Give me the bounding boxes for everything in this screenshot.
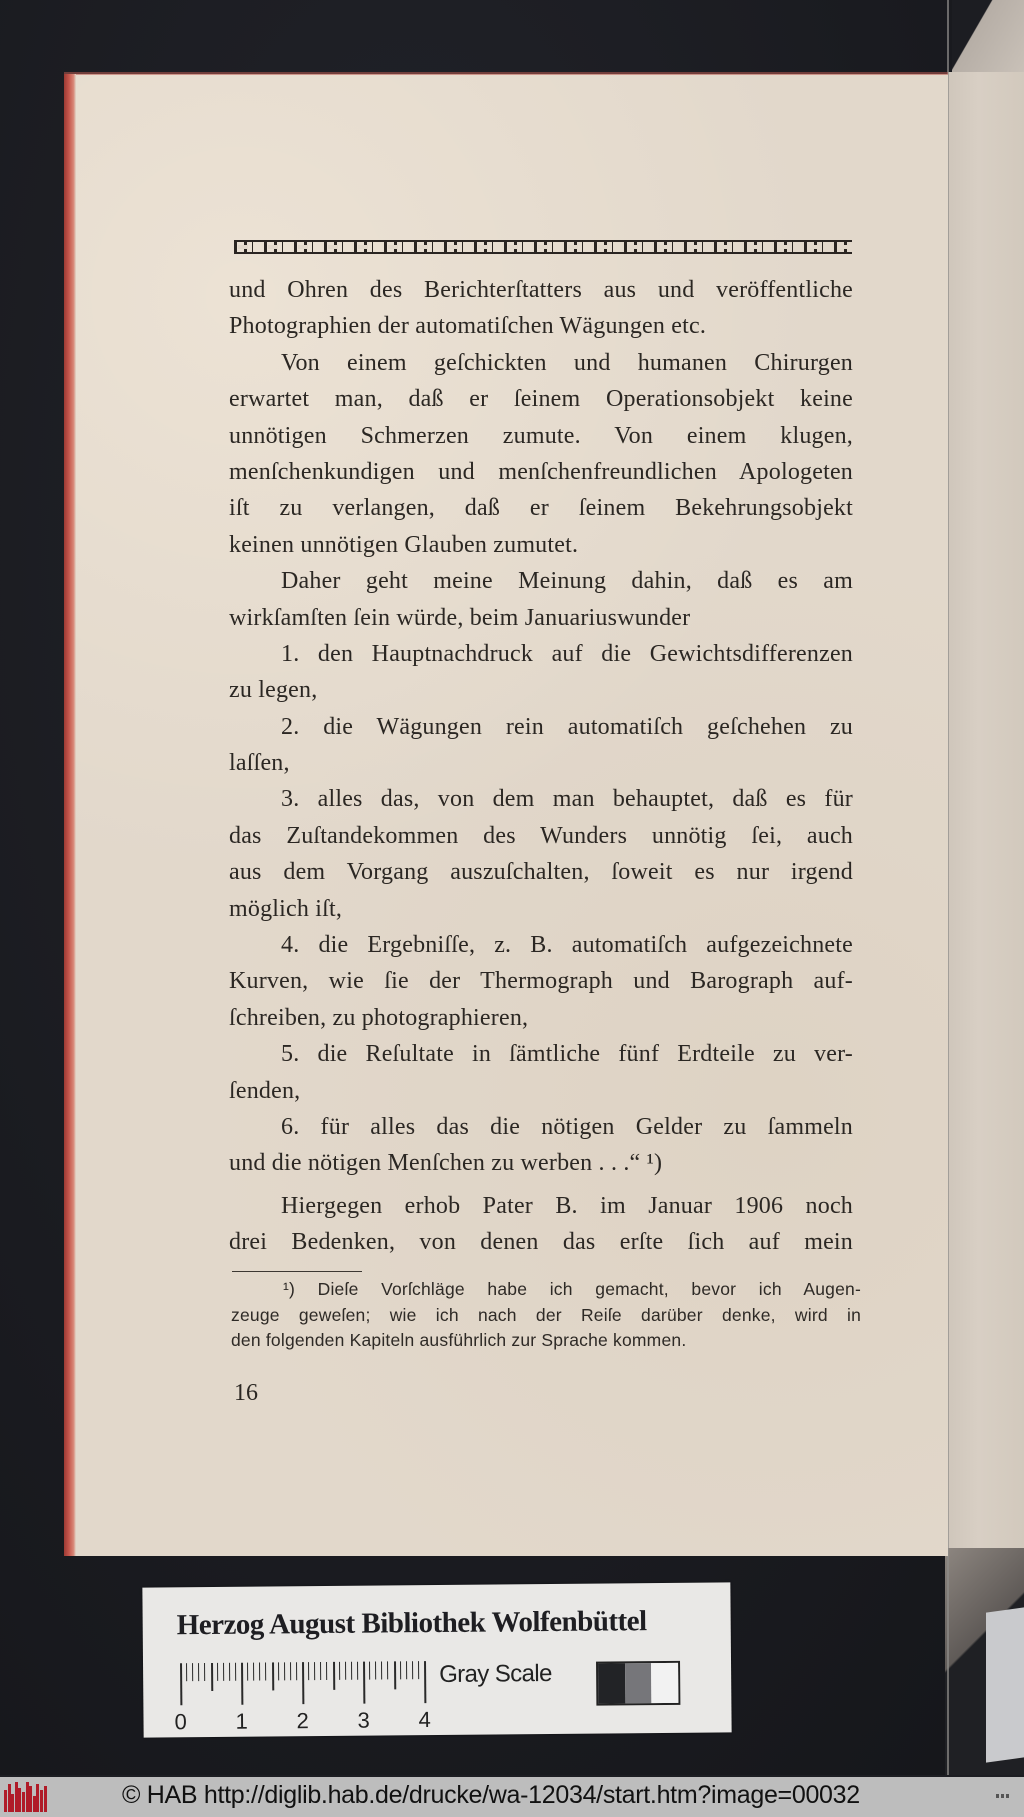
gray-scale-swatches	[596, 1661, 680, 1706]
ruler-label: 0	[174, 1709, 187, 1735]
gray-swatch	[651, 1663, 678, 1703]
footer-dots-icon	[996, 1794, 1009, 1798]
text-line: iſt zu verlangen, daß er ſeinem Bekehrungsobjekt	[229, 495, 853, 522]
ruler-tick	[326, 1662, 327, 1680]
text-line: Photographien der automatiſchen Wägungen etc.	[229, 313, 707, 340]
gray-scale-label: Gray Scale	[439, 1659, 552, 1688]
ruler-tick	[308, 1662, 309, 1680]
ruler-label: 4	[418, 1707, 431, 1733]
text-line: zu legen,	[229, 677, 318, 704]
ruler-label: 2	[296, 1708, 309, 1734]
logo-bar	[4, 1790, 7, 1812]
gray-swatch	[625, 1663, 652, 1703]
logo-bar	[11, 1794, 14, 1812]
logo-bar	[15, 1782, 18, 1812]
logo-bar	[18, 1788, 21, 1812]
ruler-tick	[351, 1662, 352, 1680]
ruler-tick	[418, 1661, 419, 1679]
text-line: Von einem geſchickten und humanen Chirurgen	[281, 349, 853, 376]
text-line: laſſen,	[229, 750, 290, 777]
ruler-tick	[223, 1663, 224, 1681]
footer-permalink[interactable]: © HAB http://diglib.hab.de/drucke/wa-12034/start.htm?image=00032	[122, 1781, 860, 1809]
footnote-line: den folgenden Kapiteln ausführlich zur Sprache kommen.	[231, 1330, 687, 1350]
ruler-scale	[180, 1661, 425, 1707]
ruler-tick	[217, 1663, 218, 1681]
text-line: 6. für alles das die nötigen Gelder zu ſammeln	[281, 1113, 853, 1140]
logo-bar	[26, 1782, 29, 1812]
adjacent-label	[986, 1607, 1024, 1762]
text-line: aus dem Vorgang auszuſchalten, ſoweit es nur irgend	[229, 859, 853, 886]
text-line: 4. die Ergebniſſe, z. B. automatiſch aufgezeichnete	[281, 932, 853, 959]
ruler-tick	[253, 1663, 254, 1681]
ruler-tick	[375, 1662, 376, 1680]
ruler-tick	[290, 1662, 291, 1680]
ruler-tick	[211, 1663, 213, 1691]
ornamental-header-border	[234, 240, 852, 254]
ruler-tick	[369, 1662, 370, 1680]
logo-bar	[29, 1786, 32, 1812]
text-line: keinen unnötigen Glauben zumutet.	[229, 531, 579, 558]
text-line: 1. den Hauptnachdruck auf die Gewichtsdifferenzen	[281, 640, 853, 667]
logo-bar	[40, 1790, 43, 1812]
ruler-tick	[204, 1663, 205, 1681]
text-line: und die nötigen Menſchen zu werben . . .“ ¹)	[229, 1150, 663, 1177]
ruler-label: 1	[235, 1708, 248, 1734]
text-line: das Zuſtandekommen des Wunders unnötig ſei, auch	[229, 822, 853, 849]
ruler-tick	[272, 1662, 274, 1690]
ruler-tick	[424, 1661, 426, 1703]
ruler-tick	[192, 1663, 193, 1681]
ruler-tick	[387, 1661, 388, 1679]
ruler-tick	[296, 1662, 297, 1680]
text-line: menſchenkundigen und menſchenfreundlichen Apologeten	[229, 458, 853, 485]
ruler-tick	[394, 1661, 396, 1689]
footnote-rule	[232, 1271, 362, 1272]
ruler-tick	[235, 1663, 236, 1681]
text-line: 2. die Wägungen rein automatiſch geſchehen zu	[281, 713, 853, 740]
gray-swatch	[598, 1663, 625, 1703]
ruler-tick	[198, 1663, 199, 1681]
logo-bar	[8, 1784, 11, 1812]
text-line: unnötigen Schmerzen zumute. Von einem klugen,	[229, 422, 853, 449]
logo-bar	[22, 1792, 25, 1812]
ruler-tick	[357, 1662, 358, 1680]
ruler-tick	[406, 1661, 407, 1679]
text-line: Kurven, wie ſie der Thermograph und Barograph auf-	[229, 968, 853, 995]
ruler-tick	[278, 1662, 279, 1680]
adjacent-page-top	[952, 0, 1024, 72]
text-line: möglich iſt,	[229, 895, 343, 922]
text-line: drei Bedenken, von denen das erſte ſich auf mein	[229, 1229, 853, 1256]
ruler-tick	[265, 1662, 266, 1680]
footnote-line: ¹) Dieſe Vorſchläge habe ich gemacht, bevor ich Augen-	[283, 1279, 861, 1299]
logo-bar	[33, 1796, 36, 1812]
ruler-tick	[302, 1662, 304, 1704]
footnote	[231, 1277, 861, 1354]
text-line: 5. die Reſultate in ſämtliche fünf Erdteile zu ver-	[281, 1041, 853, 1068]
ruler-tick	[381, 1661, 382, 1679]
calibration-card	[142, 1582, 731, 1737]
ruler-tick	[363, 1662, 365, 1704]
ruler-tick	[284, 1662, 285, 1680]
footnote-line: zeuge geweſen; wie ich nach der Reiſe darüber denke, wird in	[231, 1304, 861, 1325]
hab-logo-icon	[4, 1782, 48, 1812]
text-line: Hiergegen erhob Pater B. im Januar 1906 noch	[281, 1192, 853, 1219]
text-line: ſenden,	[229, 1077, 301, 1104]
ruler-tick	[320, 1662, 321, 1680]
ruler-tick	[180, 1663, 182, 1705]
logo-bar	[36, 1784, 39, 1812]
ruler-tick	[247, 1663, 248, 1681]
text-line: Daher geht meine Meinung dahin, daß es am	[281, 568, 853, 595]
logo-bar	[44, 1786, 47, 1812]
adjacent-page	[948, 72, 1024, 1552]
page-body-text	[229, 272, 853, 1261]
text-line: ſchreiben, zu photographieren,	[229, 1004, 529, 1031]
text-line: wirkſamſten ſein würde, beim Januariuswunder	[229, 604, 691, 631]
ruler-tick	[412, 1661, 413, 1679]
ruler-tick	[345, 1662, 346, 1680]
ruler-tick	[339, 1662, 340, 1680]
footer-bar	[0, 1777, 1024, 1817]
ruler-tick	[259, 1663, 260, 1681]
ruler-tick	[229, 1663, 230, 1681]
ruler-tick	[400, 1661, 401, 1679]
page-number: 16	[234, 1380, 258, 1406]
ruler-tick	[314, 1662, 315, 1680]
ruler-tick	[186, 1663, 187, 1681]
ruler-tick	[333, 1662, 335, 1690]
text-line: erwartet man, daß er ſeinem Operationsobjekt keine	[229, 386, 853, 413]
ruler-tick	[241, 1663, 243, 1705]
card-title: Herzog August Bibliothek Wolfenbüttel	[176, 1605, 647, 1642]
text-line: und Ohren des Berichterſtatters aus und veröffentliche	[229, 277, 853, 303]
ruler-label: 3	[357, 1707, 370, 1733]
page-red-edge	[64, 74, 76, 1556]
text-line: 3. alles das, von dem man behauptet, daß es für	[281, 786, 853, 813]
page-top-edge	[64, 72, 948, 75]
